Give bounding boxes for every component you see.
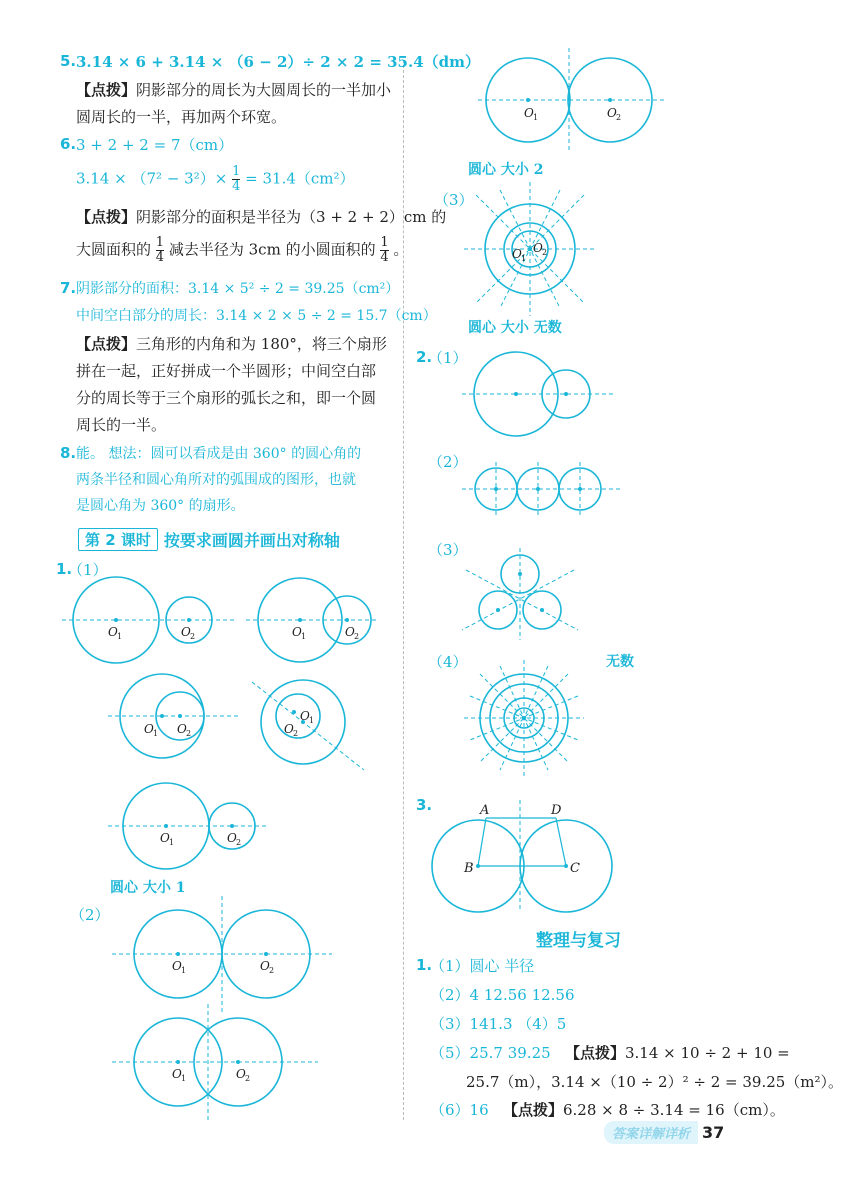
review-line2: （2）4 12.56 12.56 [430, 986, 575, 1004]
tip-label: 【点拨】 [76, 335, 137, 353]
review-line5: 25.7（m），3.14 ×（10 ÷ 2）² ÷ 2 = 39.25（m²）。 [466, 1073, 843, 1091]
q2-part3: （3） [428, 541, 468, 559]
footer-text: 答案详解详析 [604, 1121, 698, 1144]
tip-label: 【点拨】 [502, 1101, 563, 1119]
review-title: 整理与复习 [536, 931, 621, 951]
lesson-tag: 第 2 课时 [78, 528, 158, 551]
svg-text:O: O [512, 247, 522, 261]
svg-text:2: 2 [245, 1074, 251, 1083]
fig-r1-equal-tangent [478, 48, 664, 152]
s1-number: 1. [56, 560, 73, 578]
q6-tip-c: 。 [393, 240, 409, 259]
page-number: 37 [702, 1122, 725, 1142]
frac-den: 4 [380, 250, 389, 265]
fig-r2-concentric-axes [464, 182, 596, 316]
s1-answer1: 圆心 大小 1 [110, 880, 186, 896]
svg-text:D: D [551, 803, 562, 818]
right-answer3: 圆心 大小 无数 [468, 320, 562, 336]
svg-text:O: O [108, 625, 118, 639]
q5-formula: 3.14 × 6 + 3.14 × （6 − 2）÷ 2 × 2 = 35.4（dm） [76, 53, 481, 71]
svg-text:O: O [607, 106, 617, 120]
tip-label: 【点拨】 [564, 1044, 625, 1062]
review-number: 1. [416, 956, 433, 974]
svg-text:O: O [177, 722, 187, 736]
svg-text:O: O [227, 831, 237, 845]
frac-den: 4 [155, 250, 165, 265]
q8-line2: 两条半径和圆心角所对的弧围成的图形，也就 [76, 472, 356, 488]
svg-text:1: 1 [117, 632, 123, 641]
q8-number: 8. [60, 444, 77, 462]
review-line6-answer: （6）16 [430, 1101, 489, 1119]
fig-q2-1 [462, 352, 614, 436]
lesson-title: 按要求画圆并画出对称轴 [163, 531, 340, 550]
svg-text:1: 1 [181, 966, 187, 975]
frac-den: 4 [232, 179, 241, 194]
q6-line1: 3 + 2 + 2 = 7（cm） [76, 136, 234, 154]
q6-line2-b: = 31.4（cm²） [245, 169, 355, 188]
svg-text:O: O [524, 106, 534, 120]
fig-q2-2 [462, 462, 620, 516]
q6-tip-line1: 阴影部分的面积是半径为（3 + 2 + 2）cm 的 [136, 208, 447, 226]
svg-text:1: 1 [533, 113, 539, 122]
s1-part1: （1） [68, 561, 108, 579]
svg-text:O: O [300, 709, 310, 723]
right-answer-top: 圆心 大小 2 [468, 162, 544, 178]
fig-l4-slanted [252, 680, 364, 770]
review-line3: （3）141.3 （4）5 [430, 1015, 567, 1033]
svg-text:2: 2 [616, 113, 622, 122]
q7-line1: 阴影部分的面积：3.14 × 5² ÷ 2 = 39.25（cm²） [76, 281, 400, 297]
svg-text:O: O [533, 241, 543, 255]
svg-text:B: B [464, 861, 474, 876]
q8-line3: 是圆心角为 360° 的扇形。 [76, 498, 245, 514]
q2-part1: （1） [428, 349, 468, 367]
q8-line1: 能。 想法：圆可以看成是由 360° 的圆心角的 [76, 446, 362, 462]
svg-text:2: 2 [190, 632, 196, 641]
q7-tip-line2: 拼在一起，正好拼成一个半圆形；中间空白部 [76, 362, 377, 380]
svg-text:1: 1 [169, 838, 175, 847]
q7-line2: 中间空白部分的周长：3.14 × 2 × 5 ÷ 2 = 15.7（cm） [76, 308, 437, 324]
fig-l1-separate [62, 577, 234, 663]
q5-tip-line1: 阴影部分的周长为大圆周长的一半加小 [136, 81, 392, 99]
fig-l6-equal-tangent [112, 896, 332, 1012]
frac-num: 1 [155, 235, 165, 250]
svg-text:O: O [345, 625, 355, 639]
svg-text:O: O [181, 625, 191, 639]
q6-tip-b: 减去半径为 3cm 的小圆面积的 [168, 240, 376, 259]
fig-q2-3 [462, 548, 578, 640]
svg-text:O: O [172, 959, 182, 973]
svg-text:2: 2 [269, 966, 275, 975]
q7-tip-line3: 分的周长等于三个扇形的弧长之和，即一个圆 [76, 389, 377, 407]
fig-l3-internal [108, 674, 240, 758]
svg-text:O: O [284, 722, 294, 736]
q2-number: 2. [416, 348, 433, 366]
svg-text:C: C [570, 861, 580, 876]
q5-number: 5. [60, 52, 77, 70]
svg-text:O: O [144, 722, 154, 736]
q2-answer4: 无数 [606, 654, 634, 670]
q6-number: 6. [60, 135, 77, 153]
q6-line2-a: 3.14 × （7² − 3²）× [76, 169, 228, 188]
svg-text:2: 2 [186, 729, 192, 738]
q2-part4: （4） [428, 653, 468, 671]
review-line4-tip: 3.14 × 10 ÷ 2 + 10 = [624, 1044, 790, 1062]
fig-l2-intersect [246, 578, 376, 662]
q7-tip-line4: 周长的一半。 [76, 416, 167, 434]
q6-tip-a: 大圆面积的 [76, 240, 152, 259]
svg-text:1: 1 [301, 632, 307, 641]
frac-num: 1 [380, 235, 389, 250]
svg-text:O: O [160, 831, 170, 845]
svg-text:1: 1 [309, 716, 315, 725]
review-line1: （1）圆心 半径 [430, 957, 535, 975]
fig-q3 [432, 800, 612, 912]
frac-num: 1 [232, 164, 241, 179]
tip-label: 【点拨】 [76, 208, 137, 226]
q3-number: 3. [416, 796, 433, 814]
svg-text:O: O [236, 1067, 246, 1081]
svg-text:A: A [480, 803, 490, 818]
svg-text:2: 2 [354, 632, 360, 641]
svg-text:2: 2 [236, 838, 242, 847]
right-part3: （3） [434, 191, 474, 209]
svg-text:2: 2 [542, 248, 548, 257]
svg-text:O: O [260, 959, 270, 973]
tip-label: 【点拨】 [76, 81, 137, 99]
svg-text:O: O [172, 1067, 182, 1081]
q5-tip-line2: 圆周长的一半，再加两个环宽。 [76, 108, 287, 126]
svg-text:1: 1 [521, 254, 527, 263]
q2-part2: （2） [428, 453, 468, 471]
review-line4-answer: （5）25.7 39.25 [430, 1044, 551, 1062]
fig-q2-4 [464, 660, 584, 778]
s1-part2: （2） [70, 906, 110, 924]
svg-text:1: 1 [181, 1074, 187, 1083]
fig-l5-tangent [108, 783, 266, 869]
svg-text:2: 2 [293, 729, 299, 738]
q7-number: 7. [60, 279, 77, 297]
svg-text:1: 1 [153, 729, 159, 738]
q7-tip-line1: 三角形的内角和为 180°，将三个扇形 [136, 335, 387, 353]
fig-l7-equal-intersect [112, 1004, 318, 1120]
review-line6-tip: 6.28 × 8 ÷ 3.14 = 16（cm）。 [562, 1101, 785, 1119]
svg-text:O: O [292, 625, 302, 639]
